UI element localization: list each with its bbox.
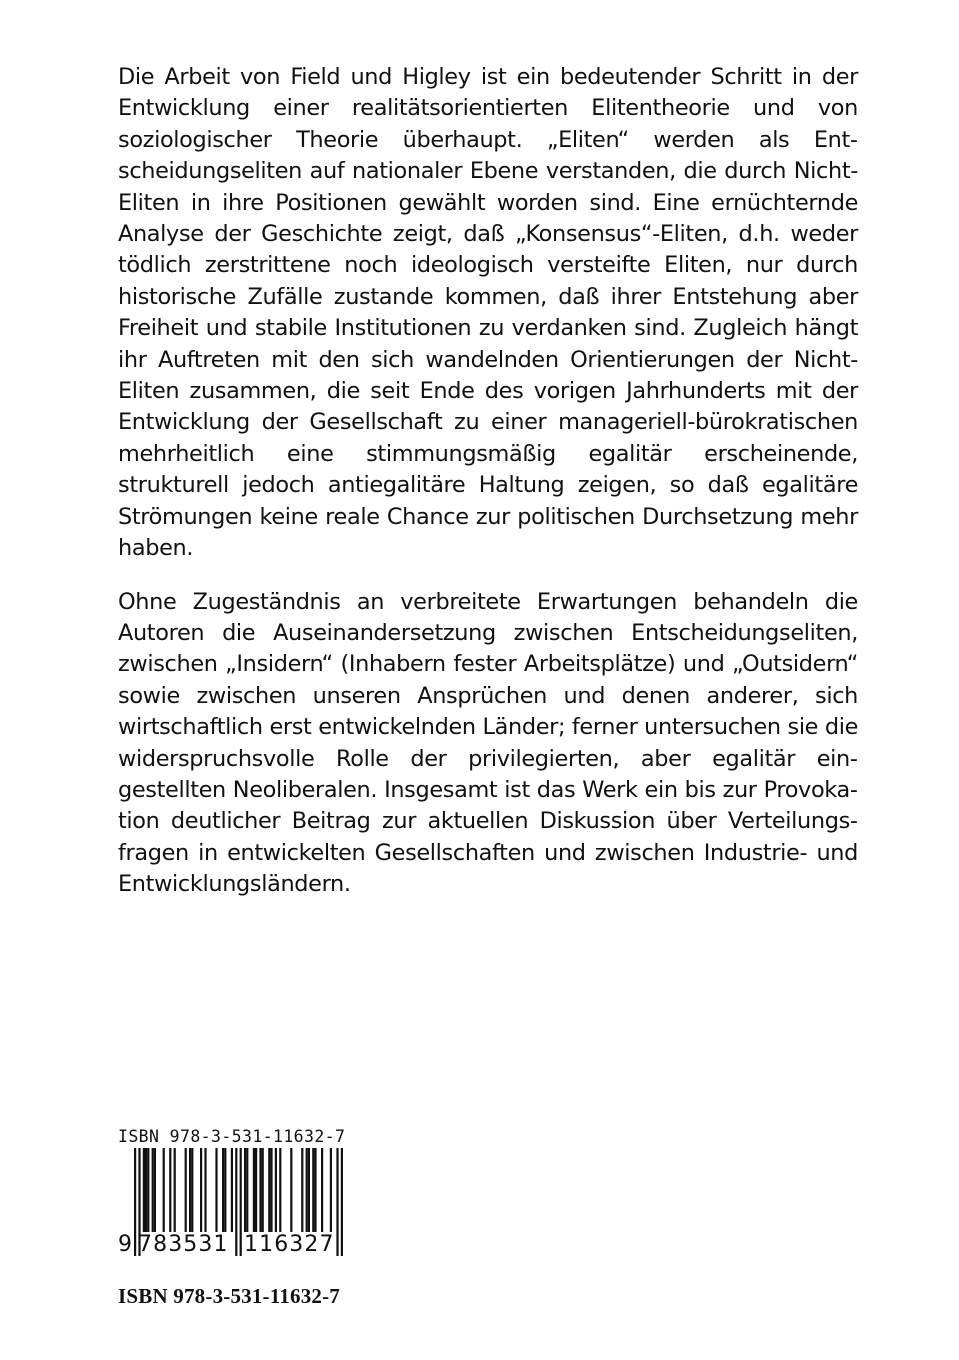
blurb-paragraph-1: Die Arbeit von Field und Higley ist ein bedeutender Schritt in der Entwicklung einer realitätsorientierten Elitentheorie und von soziologischer Theorie überhaupt. „Eliten“ werden als Entscheidungseliten auf nationaler Ebene verstanden, die durch Nicht-Eliten in ihre Positionen gewählt worden sind. Eine ernüchternde Analyse der Geschichte zeigt, daß „Konsensus“-Eliten, d.h. weder tödlich zerstrittene noch ideologisch versteifte Eliten, nur durch historische Zufälle zustande kommen, daß ihrer Entstehung aber Freiheit und stabile Institutionen zu verdanken sind. Zugleich hängt ihr Auftreten mit den sich wandelnden Orientierungen der Nicht-Eliten zusammen, die seit Ende des vorigen Jahrhunderts mit der Entwicklung der Gesellschaft zu einer manageriell-bürokratischen mehrheitlich eine stimmungsmäßig egalitär erscheinende, strukturell jedoch antiegalitäre Haltung zeigen, so daß egalitäre Strömungen keine reale Chance zur politischen Durchsetzung mehr haben. <box>118 64 858 562</box>
barcode-bar <box>279 1148 281 1232</box>
barcode-bar <box>306 1148 308 1232</box>
barcode-bar <box>154 1148 156 1232</box>
barcode-bar <box>163 1148 165 1232</box>
barcode-bar <box>215 1148 217 1232</box>
barcode-bar <box>143 1148 145 1232</box>
barcode-bar <box>147 1148 149 1232</box>
barcode-bar <box>224 1148 226 1232</box>
barcode-bar <box>152 1148 154 1232</box>
blurb-paragraph-2: Ohne Zugeständnis an verbreitete Erwartungen behandeln die Autoren die Auseinandersetzung zwischen Entscheidungseliten, zwischen „Insidern“ (Inhabern fester Arbeitsplätze) und „Outsidern“ sowie zwischen unseren Ansprüchen und denen anderer, sich wirtschaftlich erst entwickelnden Länder; ferner untersuchen sie die widerspruchsvolle Rolle der privilegierten, aber egalitär eingestellten Neoliberalen. Insgesamt ist das Werk ein bis zur Provokation deutlicher Beitrag zur aktuellen Diskussion über Verteilungsfragen in entwickelten Gesellschaften und zwischen Industrie- und Entwicklungsländern. <box>118 588 858 898</box>
barcode-bar <box>321 1148 323 1232</box>
barcode-bar <box>246 1148 248 1232</box>
barcode-bar <box>268 1148 270 1232</box>
barcode-isbn-label: ISBN 978-3-531-11632-7 <box>118 1127 346 1146</box>
barcode-bar <box>244 1148 246 1232</box>
barcode-bar <box>231 1148 233 1232</box>
barcode-block <box>118 1128 368 1258</box>
barcode-bar <box>259 1148 261 1232</box>
barcode-bar <box>290 1148 292 1232</box>
barcode-bar <box>253 1148 255 1232</box>
barcode-bar <box>314 1148 316 1232</box>
barcode-digits <box>118 1233 348 1257</box>
blurb-text <box>118 62 858 901</box>
barcode-first-digit: 9 <box>118 1232 132 1257</box>
barcode-right-digits: 116327 <box>244 1232 335 1257</box>
barcode-bar <box>301 1148 303 1232</box>
barcode-left-digits: 783531 <box>138 1232 229 1257</box>
barcode-bar <box>330 1148 332 1232</box>
isbn-footer: ISBN 978-3-531-11632-7 <box>118 1284 340 1308</box>
barcode-bar <box>200 1148 202 1232</box>
barcode-bar <box>270 1148 272 1232</box>
barcode-bar <box>222 1148 224 1232</box>
barcode-bar <box>174 1148 176 1232</box>
barcode-bar <box>185 1148 187 1232</box>
barcode-bar <box>308 1148 310 1232</box>
barcode-bar <box>262 1148 264 1232</box>
barcode-bar <box>145 1148 147 1232</box>
barcode-bar <box>191 1148 193 1232</box>
barcode-bar <box>189 1148 191 1232</box>
barcode-bar <box>255 1148 257 1232</box>
barcode <box>118 1148 348 1258</box>
barcode-bar <box>312 1148 314 1232</box>
barcode-bar <box>204 1148 206 1232</box>
barcode-bar <box>169 1148 171 1232</box>
barcode-bar <box>275 1148 277 1232</box>
